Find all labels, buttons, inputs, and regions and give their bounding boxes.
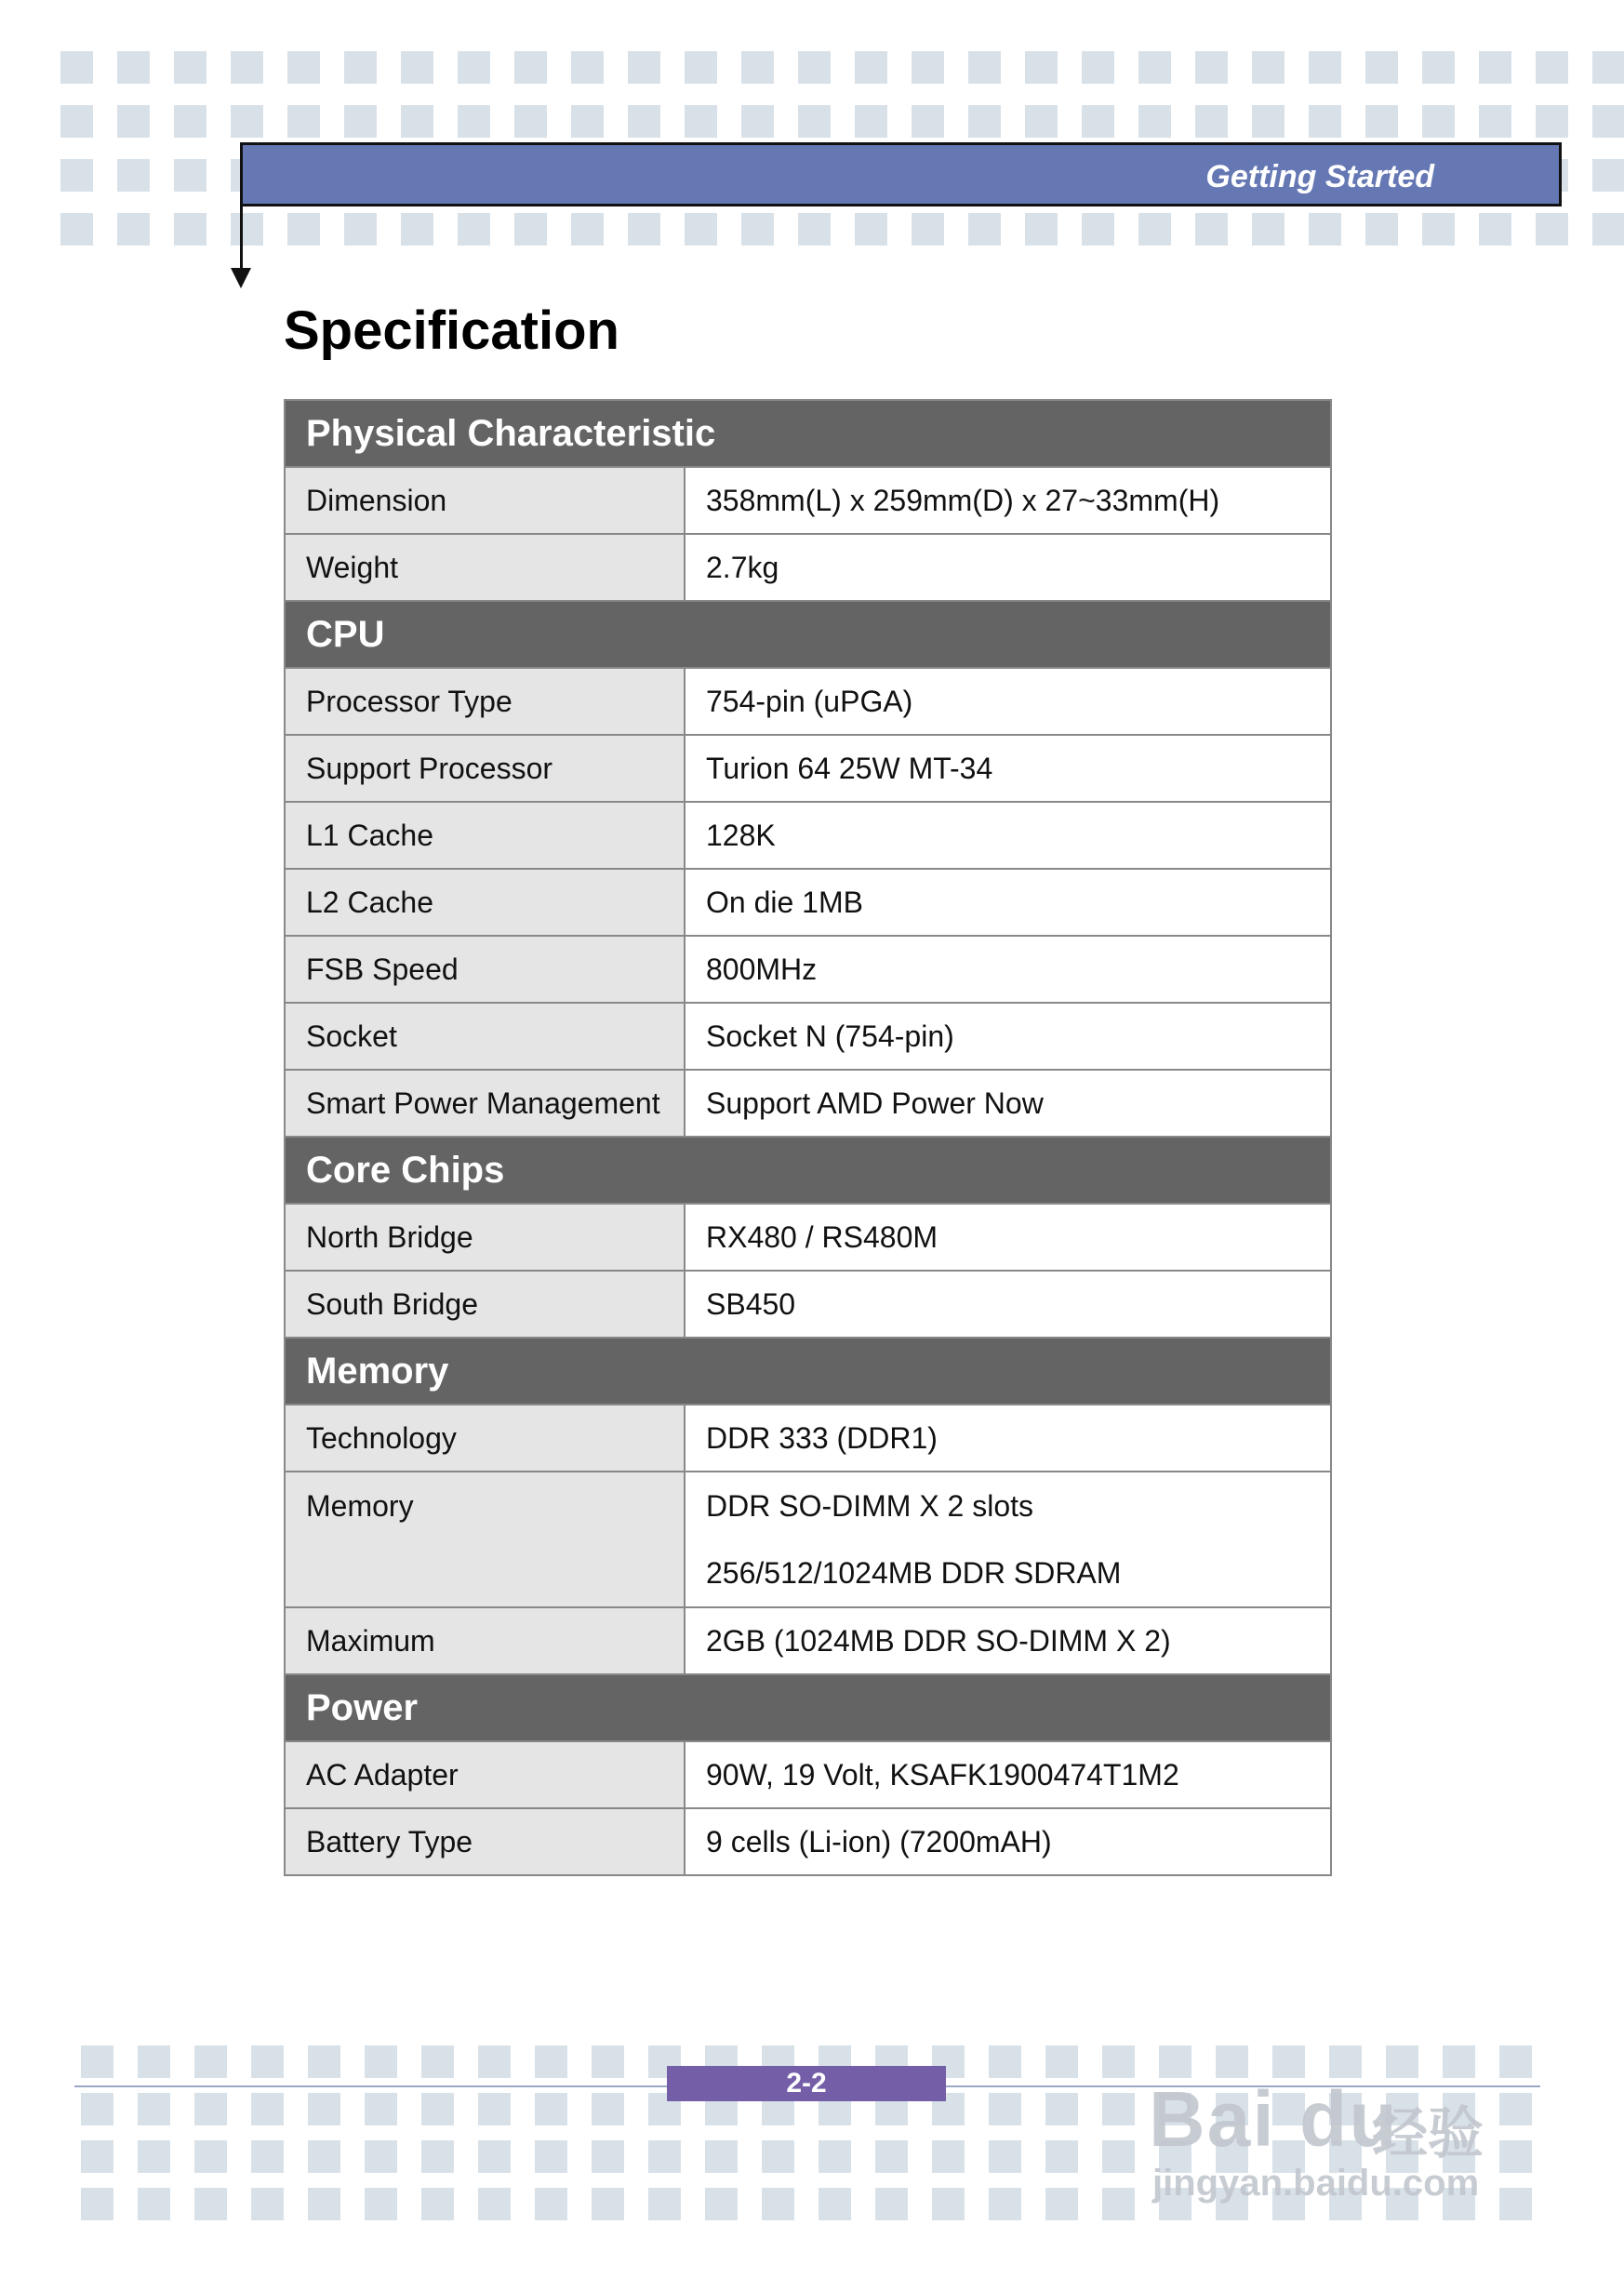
section-title: Core Chips xyxy=(285,1137,1331,1204)
tile xyxy=(1022,102,1058,138)
tile xyxy=(646,2185,681,2220)
spec-value-line: On die 1MB xyxy=(706,885,863,919)
spec-row xyxy=(285,1003,1331,1070)
tile xyxy=(759,2185,794,2220)
tile xyxy=(1306,210,1341,246)
tile xyxy=(78,2138,113,2173)
tile xyxy=(1099,2090,1135,2125)
header-arrow-line xyxy=(240,206,243,272)
tile xyxy=(872,2185,908,2220)
spec-row xyxy=(285,668,1331,735)
tile xyxy=(568,48,604,84)
section-header-row xyxy=(285,1338,1331,1405)
spec-value-line: 256/512/1024MB DDR SDRAM xyxy=(706,1556,1122,1590)
tile xyxy=(78,2185,113,2220)
tile xyxy=(1363,102,1398,138)
spec-value xyxy=(685,467,1331,534)
spec-row xyxy=(285,534,1331,601)
tile xyxy=(1306,102,1341,138)
tile xyxy=(532,2138,567,2173)
tile xyxy=(646,2138,681,2173)
spec-row xyxy=(285,1472,1331,1607)
spec-value xyxy=(685,1741,1331,1808)
tile xyxy=(248,2043,284,2078)
tile xyxy=(362,2185,397,2220)
section-title: Power xyxy=(285,1674,1331,1741)
spec-value-line: 754-pin (uPGA) xyxy=(706,684,913,718)
spec-value-line: 800MHz xyxy=(706,952,818,986)
spec-value xyxy=(685,1472,1331,1607)
spec-label: Dimension xyxy=(285,467,685,534)
tile xyxy=(532,2090,567,2125)
spec-row xyxy=(285,869,1331,936)
tile xyxy=(1022,210,1058,246)
section-title: CPU xyxy=(285,601,1331,668)
tile xyxy=(1192,48,1228,84)
tile xyxy=(682,210,717,246)
tile xyxy=(965,102,1001,138)
tile xyxy=(1136,102,1171,138)
spec-value xyxy=(685,936,1331,1003)
tile xyxy=(1476,48,1511,84)
tile xyxy=(589,2185,624,2220)
spec-label: L1 Cache xyxy=(285,802,685,869)
watermark-url: jingyan.baidu.com xyxy=(1152,2163,1480,2204)
tile xyxy=(512,210,547,246)
tile xyxy=(114,210,150,246)
tile xyxy=(285,102,320,138)
tile xyxy=(1533,48,1568,84)
spec-value-line: 128K xyxy=(706,818,776,852)
spec-value-line: Socket N (754-pin) xyxy=(706,1019,954,1053)
tile xyxy=(589,2043,624,2078)
spec-value xyxy=(685,1405,1331,1472)
spec-row xyxy=(285,1271,1331,1338)
tile xyxy=(1099,2043,1135,2078)
spec-label: AC Adapter xyxy=(285,1741,685,1808)
tile xyxy=(455,102,490,138)
spec-row xyxy=(285,802,1331,869)
tile xyxy=(1590,156,1624,192)
spec-value-line: DDR SO-DIMM X 2 slots xyxy=(706,1489,1034,1523)
tile xyxy=(1249,102,1285,138)
tile xyxy=(475,2138,511,2173)
tile xyxy=(135,2090,170,2125)
tile xyxy=(248,2090,284,2125)
spec-value-line: 90W, 19 Volt, KSAFK1900474T1M2 xyxy=(706,1757,1179,1792)
spec-row xyxy=(285,1607,1331,1674)
spec-value-line: 358mm(L) x 259mm(D) x 27~33mm(H) xyxy=(706,483,1220,517)
tile xyxy=(795,210,831,246)
tile xyxy=(1363,210,1398,246)
page-number: 2-2 xyxy=(667,2066,946,2101)
tile xyxy=(568,102,604,138)
section-header-row xyxy=(285,601,1331,668)
watermark-brand: Bai du xyxy=(1149,2075,1399,2163)
tile xyxy=(419,2138,454,2173)
tile xyxy=(398,210,433,246)
tile xyxy=(1192,102,1228,138)
spec-value xyxy=(685,1271,1331,1338)
tile xyxy=(1590,48,1624,84)
tile xyxy=(739,102,774,138)
spec-row xyxy=(285,1204,1331,1271)
spec-label: L2 Cache xyxy=(285,869,685,936)
tile xyxy=(1136,210,1171,246)
tile xyxy=(852,210,887,246)
spec-value xyxy=(685,668,1331,735)
tile xyxy=(702,2185,738,2220)
spec-value-line: 2GB (1024MB DDR SO-DIMM X 2) xyxy=(706,1623,1171,1658)
spec-value xyxy=(685,1003,1331,1070)
spec-row xyxy=(285,1741,1331,1808)
tile xyxy=(248,2138,284,2173)
tile xyxy=(135,2185,170,2220)
chapter-title: Getting Started xyxy=(1205,159,1434,194)
tile xyxy=(114,102,150,138)
tile xyxy=(1043,2138,1078,2173)
tile xyxy=(589,2138,624,2173)
tile xyxy=(192,2138,227,2173)
tile xyxy=(872,2138,908,2173)
tile xyxy=(1136,48,1171,84)
spec-value xyxy=(685,802,1331,869)
tile xyxy=(58,48,93,84)
tile xyxy=(1533,210,1568,246)
tile xyxy=(682,102,717,138)
tile xyxy=(285,210,320,246)
tile xyxy=(1192,210,1228,246)
spec-value xyxy=(685,735,1331,802)
tile xyxy=(58,102,93,138)
spec-label: South Bridge xyxy=(285,1271,685,1338)
tile xyxy=(248,2185,284,2220)
tile xyxy=(398,102,433,138)
tile xyxy=(986,2138,1021,2173)
tile xyxy=(1249,48,1285,84)
tile xyxy=(58,210,93,246)
tile xyxy=(475,2090,511,2125)
tile xyxy=(795,48,831,84)
section-title: Memory xyxy=(285,1338,1331,1405)
tile xyxy=(419,2043,454,2078)
section-title: Physical Characteristic xyxy=(285,400,1331,467)
tile xyxy=(1043,2043,1078,2078)
spec-row xyxy=(285,1808,1331,1875)
tile xyxy=(1533,102,1568,138)
section-header-row xyxy=(285,1137,1331,1204)
tile xyxy=(171,48,206,84)
spec-label: FSB Speed xyxy=(285,936,685,1003)
tile xyxy=(78,2090,113,2125)
tile xyxy=(929,2185,965,2220)
spec-row xyxy=(285,735,1331,802)
watermark-logo xyxy=(1149,2037,1539,2223)
tile xyxy=(228,48,263,84)
spec-value-line: RX480 / RS480M xyxy=(706,1219,938,1254)
spec-value-line: DDR 333 (DDR1) xyxy=(706,1420,938,1455)
tile xyxy=(305,2043,340,2078)
tile xyxy=(739,210,774,246)
tile xyxy=(682,48,717,84)
tile xyxy=(512,48,547,84)
section-header-row xyxy=(285,1674,1331,1741)
tile xyxy=(589,2090,624,2125)
tile xyxy=(1419,48,1455,84)
tile xyxy=(1590,210,1624,246)
tile xyxy=(929,2138,965,2173)
tile xyxy=(909,48,944,84)
spec-row xyxy=(285,467,1331,534)
spec-row xyxy=(285,1405,1331,1472)
tile xyxy=(1249,210,1285,246)
tile xyxy=(795,102,831,138)
spec-label: Support Processor xyxy=(285,735,685,802)
spec-label: Technology xyxy=(285,1405,685,1472)
tile xyxy=(1022,48,1058,84)
tile xyxy=(171,156,206,192)
tile xyxy=(135,2138,170,2173)
tile xyxy=(625,48,660,84)
tile xyxy=(1043,2090,1078,2125)
tile xyxy=(568,210,604,246)
spec-label: Weight xyxy=(285,534,685,601)
tile xyxy=(1590,102,1624,138)
tile xyxy=(1099,2185,1135,2220)
spec-row xyxy=(285,936,1331,1003)
tile xyxy=(455,210,490,246)
tile xyxy=(986,2090,1021,2125)
tile xyxy=(305,2185,340,2220)
tile xyxy=(1476,102,1511,138)
tile xyxy=(1079,210,1114,246)
spec-value xyxy=(685,534,1331,601)
tile xyxy=(1363,48,1398,84)
tile xyxy=(398,48,433,84)
tile xyxy=(419,2185,454,2220)
tile xyxy=(475,2043,511,2078)
tile xyxy=(1043,2185,1078,2220)
tile xyxy=(192,2043,227,2078)
tile xyxy=(341,48,377,84)
section-header-row xyxy=(285,400,1331,467)
tile xyxy=(816,2185,851,2220)
page-title: Specification xyxy=(284,300,619,361)
tile xyxy=(362,2043,397,2078)
tile xyxy=(532,2043,567,2078)
spec-value-line: SB450 xyxy=(706,1286,796,1321)
tile xyxy=(852,102,887,138)
watermark-cn: 经验 xyxy=(1372,2102,1484,2165)
spec-value-line: 2.7kg xyxy=(706,550,779,584)
tile xyxy=(909,102,944,138)
tile xyxy=(1306,48,1341,84)
tile xyxy=(625,102,660,138)
tile xyxy=(1419,102,1455,138)
spec-value xyxy=(685,869,1331,936)
chapter-header-bar xyxy=(240,142,1562,206)
spec-label: Battery Type xyxy=(285,1808,685,1875)
tile xyxy=(1476,210,1511,246)
tile xyxy=(909,210,944,246)
spec-value-line: Turion 64 25W MT-34 xyxy=(706,751,993,785)
tile xyxy=(512,102,547,138)
tile xyxy=(852,48,887,84)
tile xyxy=(739,48,774,84)
spec-value-line: 9 cells (Li-ion) (7200mAH) xyxy=(706,1824,1052,1858)
tile xyxy=(114,48,150,84)
tile xyxy=(816,2138,851,2173)
spec-label: Memory xyxy=(285,1472,685,1607)
tile xyxy=(1079,48,1114,84)
spec-label: North Bridge xyxy=(285,1204,685,1271)
tile xyxy=(419,2090,454,2125)
spec-value xyxy=(685,1808,1331,1875)
tile xyxy=(305,2138,340,2173)
tile xyxy=(1079,102,1114,138)
tile xyxy=(135,2043,170,2078)
spec-label: Socket xyxy=(285,1003,685,1070)
tile xyxy=(362,2138,397,2173)
tile xyxy=(1419,210,1455,246)
spec-value xyxy=(685,1607,1331,1674)
down-arrow-icon xyxy=(231,268,251,288)
tile xyxy=(965,48,1001,84)
spec-value-line: Support AMD Power Now xyxy=(706,1086,1044,1120)
spec-label: Maximum xyxy=(285,1607,685,1674)
tile xyxy=(965,210,1001,246)
tile xyxy=(285,48,320,84)
tile xyxy=(341,102,377,138)
spec-value xyxy=(685,1070,1331,1137)
tile xyxy=(192,2090,227,2125)
tile xyxy=(986,2043,1021,2078)
tile xyxy=(455,48,490,84)
tile xyxy=(192,2185,227,2220)
spec-value xyxy=(685,1204,1331,1271)
tile xyxy=(532,2185,567,2220)
tile xyxy=(341,210,377,246)
tile xyxy=(475,2185,511,2220)
tile xyxy=(58,156,93,192)
tile xyxy=(702,2138,738,2173)
tile xyxy=(759,2138,794,2173)
tile xyxy=(986,2185,1021,2220)
tile xyxy=(114,156,150,192)
tile xyxy=(171,102,206,138)
tile xyxy=(228,210,263,246)
spec-label: Processor Type xyxy=(285,668,685,735)
tile xyxy=(228,102,263,138)
tile xyxy=(305,2090,340,2125)
spec-label: Smart Power Management xyxy=(285,1070,685,1137)
tile xyxy=(78,2043,113,2078)
tile xyxy=(362,2090,397,2125)
tile xyxy=(171,210,206,246)
spec-row xyxy=(285,1070,1331,1137)
tile xyxy=(625,210,660,246)
tile xyxy=(1099,2138,1135,2173)
specification-table xyxy=(284,399,1332,1876)
